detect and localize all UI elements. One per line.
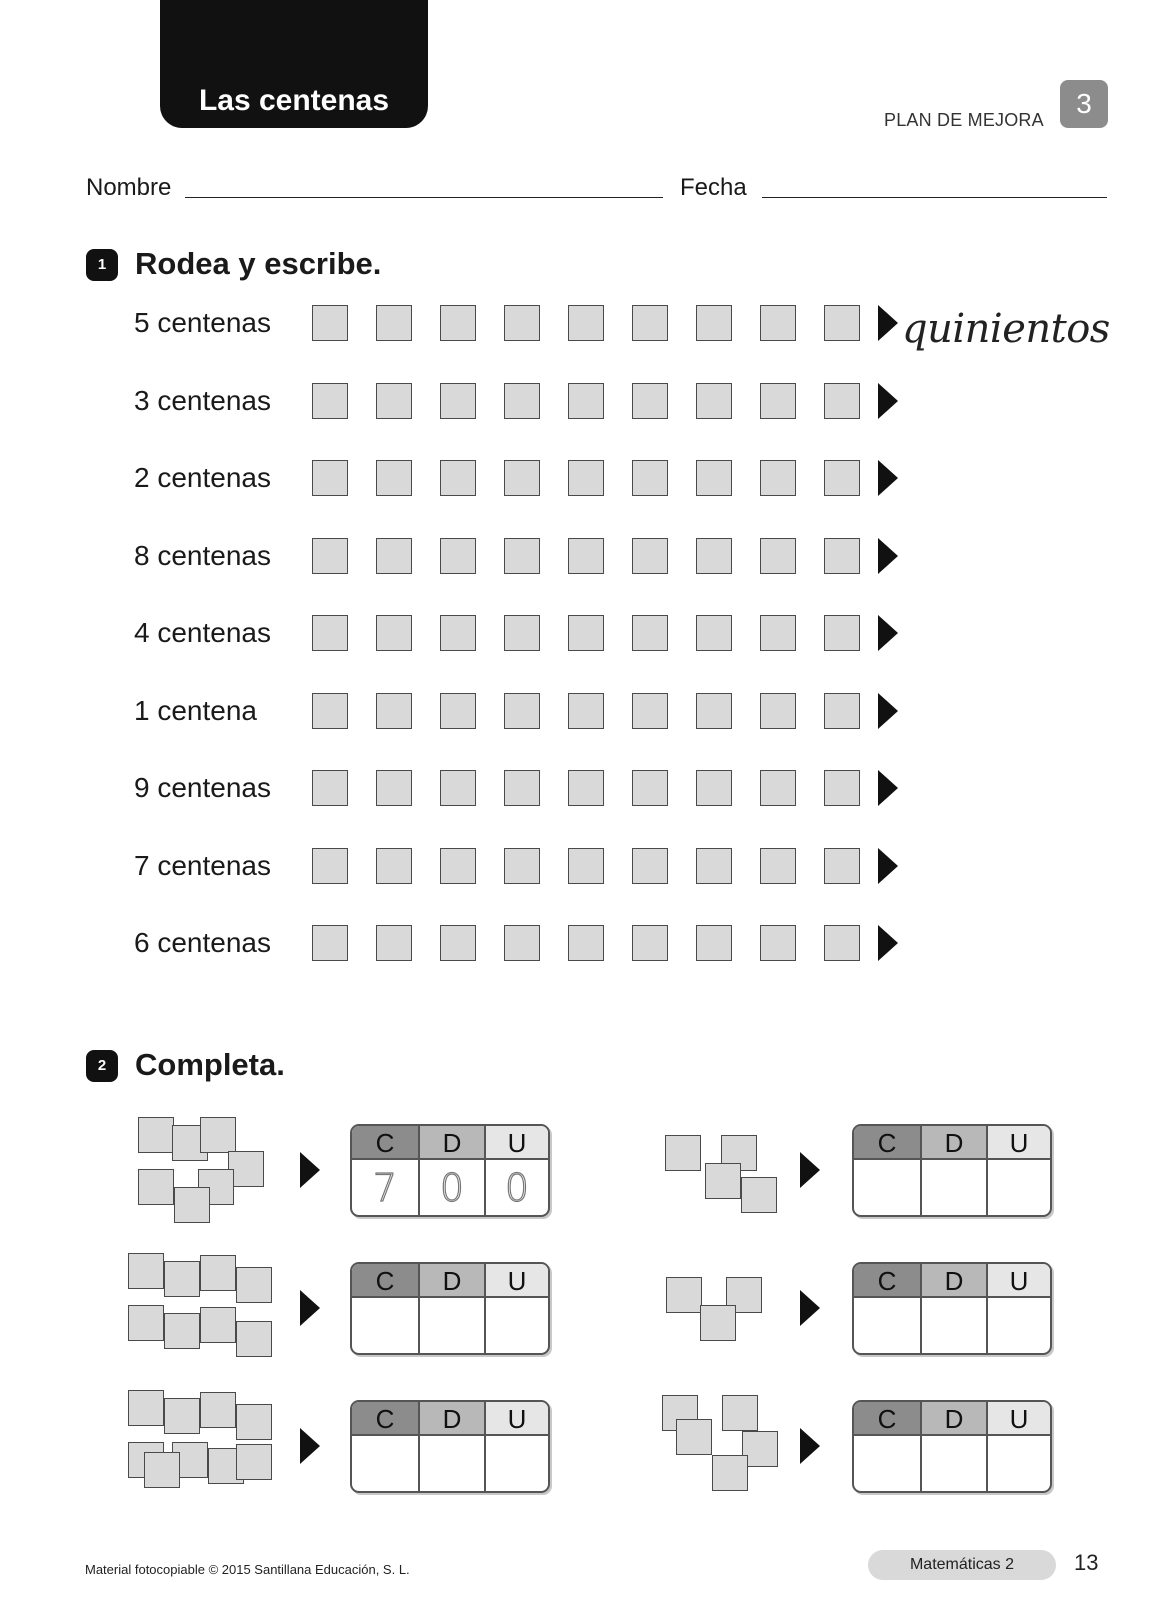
hundred-block bbox=[236, 1321, 272, 1357]
row-label: 2 centenas bbox=[134, 462, 271, 493]
row-label: 4 centenas bbox=[134, 617, 271, 648]
hundred-square[interactable] bbox=[440, 305, 476, 341]
row-label: 7 centenas bbox=[134, 850, 271, 881]
cdu-header-u: U bbox=[986, 1264, 1050, 1298]
hundred-square[interactable] bbox=[696, 615, 732, 651]
cdu-cell-c[interactable] bbox=[352, 1298, 418, 1355]
hundred-square[interactable] bbox=[760, 848, 796, 884]
hundred-block bbox=[666, 1277, 702, 1313]
hundred-block bbox=[174, 1187, 210, 1223]
arrow-right-icon bbox=[878, 848, 898, 884]
hundred-square[interactable] bbox=[312, 848, 348, 884]
hundred-square[interactable] bbox=[568, 460, 604, 496]
hundred-square[interactable] bbox=[504, 848, 540, 884]
hundred-square[interactable] bbox=[824, 693, 860, 729]
hundred-square[interactable] bbox=[312, 925, 348, 961]
hundred-block bbox=[128, 1253, 164, 1289]
hundred-square[interactable] bbox=[760, 615, 796, 651]
hundred-square[interactable] bbox=[376, 848, 412, 884]
hundred-square[interactable] bbox=[376, 615, 412, 651]
title-tab bbox=[160, 0, 428, 128]
hundred-block bbox=[164, 1398, 200, 1434]
hundred-square[interactable] bbox=[568, 615, 604, 651]
hundred-block bbox=[665, 1135, 701, 1171]
hundred-square[interactable] bbox=[440, 538, 476, 574]
hundred-square[interactable] bbox=[696, 305, 732, 341]
arrow-right-icon bbox=[878, 538, 898, 574]
cdu-header-d: D bbox=[920, 1402, 986, 1436]
exercise-2-number: 2 bbox=[86, 1050, 118, 1082]
row-answer: quinientos bbox=[902, 306, 1110, 352]
arrow-right-icon bbox=[300, 1290, 320, 1326]
cdu-header-c: C bbox=[854, 1126, 920, 1160]
cdu-cell-c[interactable] bbox=[854, 1298, 920, 1355]
hundred-square[interactable] bbox=[632, 383, 668, 419]
plan-label: PLAN DE MEJORA bbox=[884, 110, 1044, 130]
name-field[interactable] bbox=[185, 197, 663, 198]
hundred-block bbox=[200, 1392, 236, 1428]
cdu-cell-u[interactable] bbox=[484, 1436, 548, 1493]
cdu-header-u: U bbox=[484, 1264, 548, 1298]
cdu-header-d: D bbox=[418, 1126, 484, 1160]
hundred-block bbox=[236, 1404, 272, 1440]
cdu-header-u: U bbox=[484, 1126, 548, 1160]
cdu-table bbox=[852, 1124, 1052, 1217]
hundred-square[interactable] bbox=[824, 615, 860, 651]
hundred-square[interactable] bbox=[632, 848, 668, 884]
cdu-cell-u[interactable] bbox=[986, 1160, 1050, 1217]
arrow-right-icon bbox=[878, 460, 898, 496]
cdu-header-u: U bbox=[986, 1402, 1050, 1436]
hundred-square[interactable] bbox=[760, 305, 796, 341]
hundred-square[interactable] bbox=[824, 848, 860, 884]
cdu-header-c: C bbox=[854, 1264, 920, 1298]
hundred-square[interactable] bbox=[696, 848, 732, 884]
hundred-square[interactable] bbox=[760, 460, 796, 496]
hundred-square[interactable] bbox=[568, 538, 604, 574]
hundred-square[interactable] bbox=[504, 770, 540, 806]
cdu-cell-c[interactable] bbox=[854, 1436, 920, 1493]
hundred-square[interactable] bbox=[632, 693, 668, 729]
arrow-right-icon bbox=[878, 305, 898, 341]
hundred-square[interactable] bbox=[568, 770, 604, 806]
hundred-square[interactable] bbox=[376, 693, 412, 729]
hundred-square[interactable] bbox=[760, 925, 796, 961]
hundred-block bbox=[236, 1267, 272, 1303]
exercise-1-number: 1 bbox=[86, 249, 118, 281]
cdu-cell-d[interactable]: 0 bbox=[418, 1160, 484, 1217]
cdu-header-d: D bbox=[418, 1264, 484, 1298]
cdu-cell-d[interactable] bbox=[920, 1436, 986, 1493]
hundred-block bbox=[128, 1390, 164, 1426]
hundred-square[interactable] bbox=[568, 305, 604, 341]
hundred-square[interactable] bbox=[312, 693, 348, 729]
page-title: Las centenas bbox=[198, 84, 390, 117]
hundred-square[interactable] bbox=[312, 383, 348, 419]
arrow-right-icon bbox=[878, 383, 898, 419]
hundred-square[interactable] bbox=[440, 770, 476, 806]
hundred-block bbox=[200, 1307, 236, 1343]
cdu-header-c: C bbox=[352, 1264, 418, 1298]
hundred-square[interactable] bbox=[312, 615, 348, 651]
hundred-square[interactable] bbox=[376, 460, 412, 496]
arrow-right-icon bbox=[878, 615, 898, 651]
hundred-square[interactable] bbox=[504, 693, 540, 729]
page-number: 13 bbox=[1074, 1550, 1099, 1575]
unit-badge: 3 bbox=[1060, 80, 1108, 128]
date-field[interactable] bbox=[762, 197, 1107, 198]
hundred-block bbox=[722, 1395, 758, 1431]
hundred-square[interactable] bbox=[632, 925, 668, 961]
cdu-table bbox=[852, 1262, 1052, 1355]
hundred-square[interactable] bbox=[312, 460, 348, 496]
hundred-square[interactable] bbox=[504, 925, 540, 961]
hundred-square[interactable] bbox=[760, 770, 796, 806]
footer-copyright: Material fotocopiable © 2015 Santillana Educación, S. L. bbox=[85, 1562, 410, 1577]
hundred-square[interactable] bbox=[504, 305, 540, 341]
hundred-square[interactable] bbox=[504, 538, 540, 574]
hundred-square[interactable] bbox=[440, 615, 476, 651]
hundred-square[interactable] bbox=[376, 770, 412, 806]
arrow-right-icon bbox=[800, 1290, 820, 1326]
hundred-square[interactable] bbox=[632, 305, 668, 341]
hundred-square[interactable] bbox=[824, 538, 860, 574]
hundred-square[interactable] bbox=[632, 538, 668, 574]
hundred-block bbox=[164, 1313, 200, 1349]
cdu-header-d: D bbox=[418, 1402, 484, 1436]
hundred-block bbox=[712, 1455, 748, 1491]
cdu-cell-c[interactable] bbox=[352, 1436, 418, 1493]
hundred-square[interactable] bbox=[824, 925, 860, 961]
hundred-square[interactable] bbox=[312, 305, 348, 341]
hundred-square[interactable] bbox=[440, 460, 476, 496]
hundred-block bbox=[138, 1169, 174, 1205]
cdu-cell-u[interactable] bbox=[986, 1298, 1050, 1355]
date-label: Fecha bbox=[680, 174, 747, 201]
cdu-cell-c[interactable]: 7 bbox=[372, 1166, 398, 1210]
hundred-block bbox=[700, 1305, 736, 1341]
cdu-header-u: U bbox=[986, 1126, 1050, 1160]
hundred-square[interactable] bbox=[632, 615, 668, 651]
hundred-block bbox=[144, 1452, 180, 1488]
hundred-square[interactable] bbox=[312, 538, 348, 574]
cdu-cell-c[interactable] bbox=[854, 1160, 920, 1217]
hundred-square[interactable] bbox=[568, 925, 604, 961]
hundred-square[interactable] bbox=[696, 383, 732, 419]
hundred-block bbox=[741, 1177, 777, 1213]
hundred-square[interactable] bbox=[824, 305, 860, 341]
cdu-cell-u[interactable] bbox=[986, 1436, 1050, 1493]
cdu-cell-d[interactable] bbox=[920, 1298, 986, 1355]
cdu-header-c: C bbox=[352, 1402, 418, 1436]
hundred-square[interactable] bbox=[632, 460, 668, 496]
cdu-header-d: D bbox=[920, 1126, 986, 1160]
cdu-header-u: U bbox=[484, 1402, 548, 1436]
row-label: 1 centena bbox=[134, 695, 257, 726]
cdu-table bbox=[350, 1124, 550, 1217]
cdu-header-c: C bbox=[352, 1126, 418, 1160]
hundred-square[interactable] bbox=[376, 383, 412, 419]
hundred-square[interactable] bbox=[504, 615, 540, 651]
hundred-square[interactable] bbox=[440, 383, 476, 419]
hundred-square[interactable] bbox=[504, 460, 540, 496]
arrow-right-icon bbox=[300, 1152, 320, 1188]
hundred-block bbox=[200, 1255, 236, 1291]
arrow-right-icon bbox=[878, 693, 898, 729]
row-label: 9 centenas bbox=[134, 772, 271, 803]
arrow-right-icon bbox=[800, 1428, 820, 1464]
hundred-square[interactable] bbox=[568, 693, 604, 729]
hundred-block bbox=[676, 1419, 712, 1455]
hundred-square[interactable] bbox=[440, 925, 476, 961]
hundred-block bbox=[164, 1261, 200, 1297]
name-label: Nombre bbox=[86, 174, 172, 201]
cdu-header-c: C bbox=[854, 1402, 920, 1436]
hundred-square[interactable] bbox=[696, 693, 732, 729]
cdu-cell-d[interactable] bbox=[418, 1436, 484, 1493]
exercise-1-instruction: Rodea y escribe. bbox=[135, 246, 382, 281]
hundred-square[interactable] bbox=[696, 925, 732, 961]
hundred-block bbox=[236, 1444, 272, 1480]
hundred-square[interactable] bbox=[504, 383, 540, 419]
hundred-square[interactable] bbox=[696, 770, 732, 806]
hundred-square[interactable] bbox=[312, 770, 348, 806]
cdu-header-d: D bbox=[920, 1264, 986, 1298]
exercise-2-instruction: Completa. bbox=[135, 1047, 285, 1082]
hundred-square[interactable] bbox=[760, 538, 796, 574]
hundred-block bbox=[128, 1305, 164, 1341]
row-label: 5 centenas bbox=[134, 307, 271, 338]
hundred-block bbox=[705, 1163, 741, 1199]
hundred-square[interactable] bbox=[696, 538, 732, 574]
hundred-square[interactable] bbox=[568, 848, 604, 884]
row-label: 8 centenas bbox=[134, 540, 271, 571]
hundred-square[interactable] bbox=[760, 383, 796, 419]
arrow-right-icon bbox=[878, 770, 898, 806]
cdu-cell-u[interactable]: 0 bbox=[484, 1160, 548, 1217]
hundred-square[interactable] bbox=[824, 770, 860, 806]
cdu-cell-d[interactable] bbox=[920, 1160, 986, 1217]
hundred-block bbox=[200, 1117, 236, 1153]
row-label: 6 centenas bbox=[134, 927, 271, 958]
hundred-square[interactable] bbox=[440, 848, 476, 884]
footer-book: Matemáticas 2 bbox=[868, 1550, 1056, 1580]
hundred-square[interactable] bbox=[376, 305, 412, 341]
cdu-table bbox=[350, 1262, 550, 1355]
arrow-right-icon bbox=[800, 1152, 820, 1188]
hundred-square[interactable] bbox=[824, 460, 860, 496]
hundred-square[interactable] bbox=[632, 770, 668, 806]
hundred-square[interactable] bbox=[376, 538, 412, 574]
cdu-cell-d[interactable] bbox=[418, 1298, 484, 1355]
hundred-square[interactable] bbox=[760, 693, 796, 729]
row-label: 3 centenas bbox=[134, 385, 271, 416]
hundred-square[interactable] bbox=[440, 693, 476, 729]
arrow-right-icon bbox=[878, 925, 898, 961]
hundred-square[interactable] bbox=[824, 383, 860, 419]
cdu-table bbox=[350, 1400, 550, 1493]
hundred-square[interactable] bbox=[376, 925, 412, 961]
arrow-right-icon bbox=[300, 1428, 320, 1464]
hundred-square[interactable] bbox=[568, 383, 604, 419]
cdu-table bbox=[852, 1400, 1052, 1493]
hundred-square[interactable] bbox=[696, 460, 732, 496]
cdu-cell-u[interactable] bbox=[484, 1298, 548, 1355]
hundred-block bbox=[138, 1117, 174, 1153]
